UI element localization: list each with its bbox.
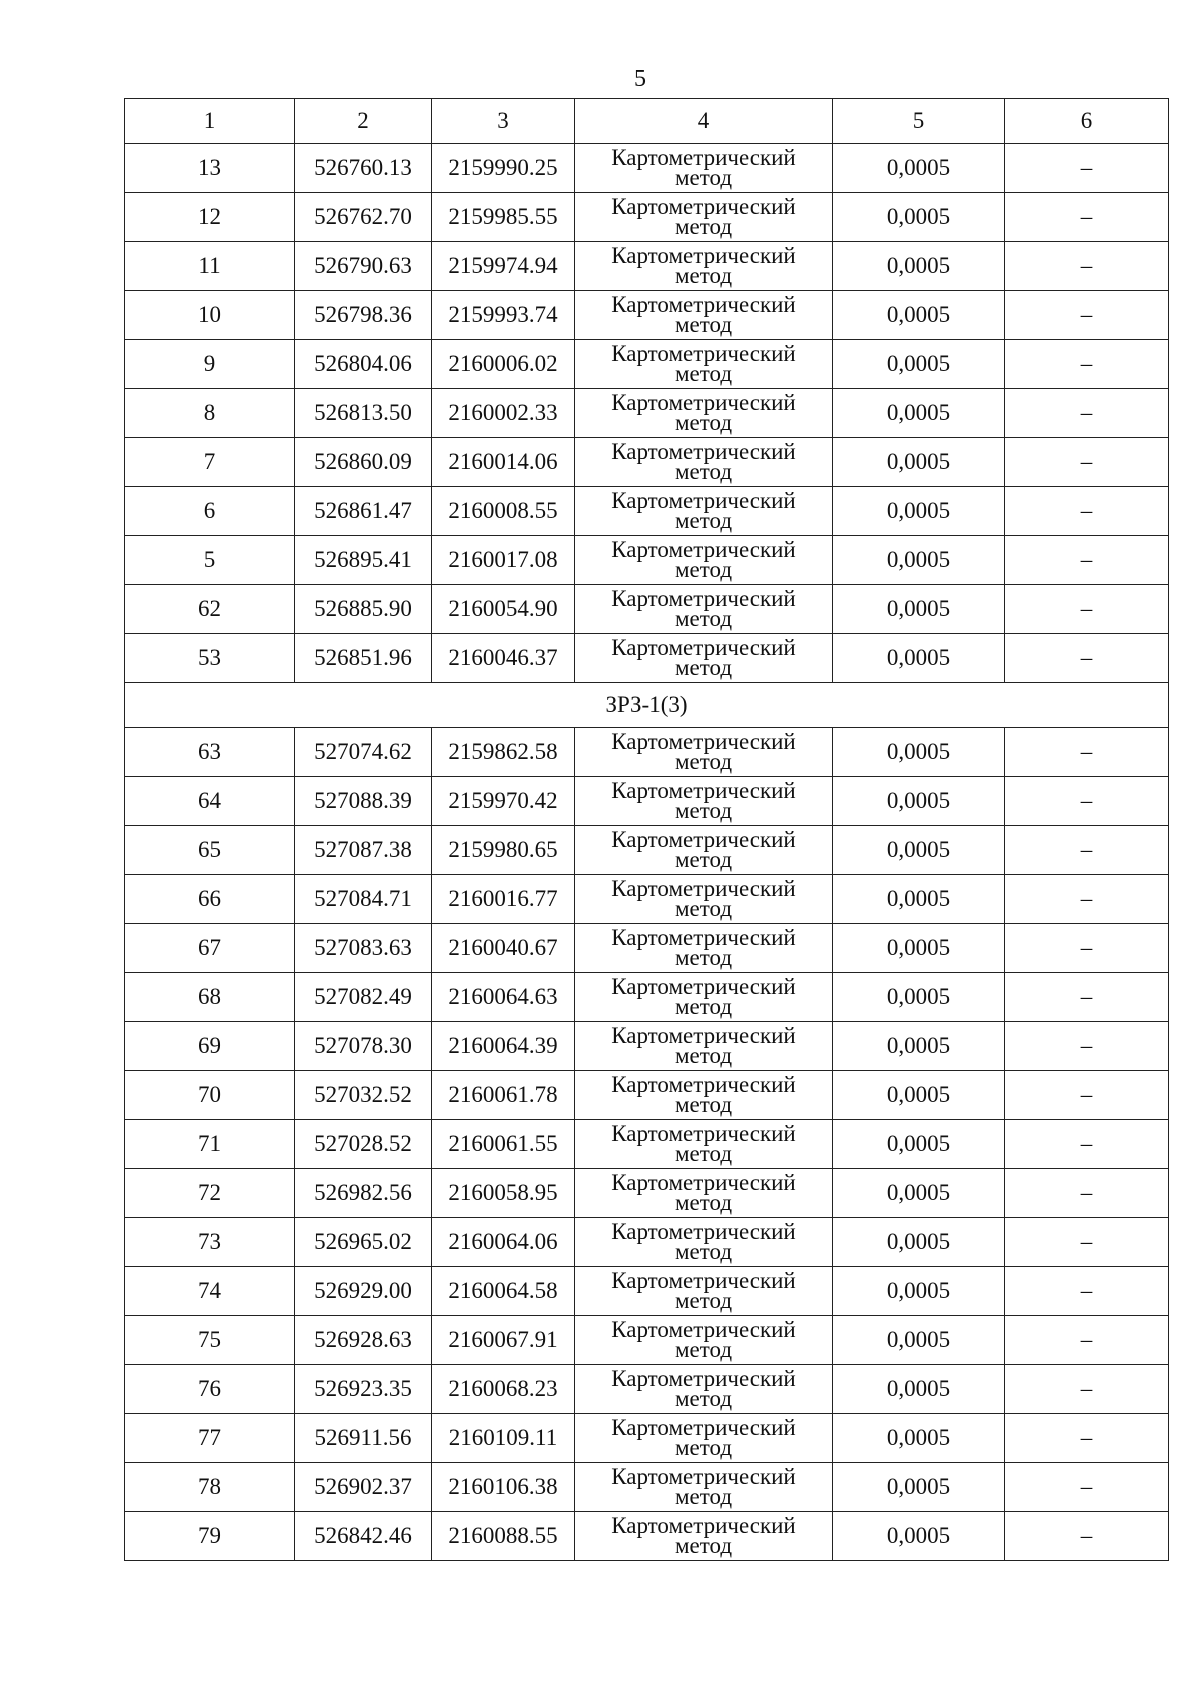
method-cell	[575, 634, 833, 683]
x-coordinate-cell: 526885.90	[295, 585, 432, 634]
point-number-cell: 77	[125, 1414, 295, 1463]
method-line-1: Картометрический	[611, 827, 796, 852]
table-row	[125, 875, 1169, 924]
dash-cell: –	[1005, 1512, 1169, 1561]
dash-cell: –	[1005, 1169, 1169, 1218]
dash-cell: –	[1005, 1316, 1169, 1365]
table-row	[125, 1169, 1169, 1218]
table-row	[125, 1463, 1169, 1512]
point-number-cell: 68	[125, 973, 295, 1022]
method-line-2: метод	[674, 165, 733, 190]
dash-cell: –	[1005, 1218, 1169, 1267]
accuracy-cell: 0,0005	[833, 1316, 1005, 1365]
method-cell	[575, 1071, 833, 1120]
header-row	[125, 99, 1169, 144]
method-line-1: Картометрический	[611, 729, 796, 754]
x-coordinate-cell: 527084.71	[295, 875, 432, 924]
method-line-1: Картометрический	[611, 1366, 796, 1391]
point-number-cell: 9	[125, 340, 295, 389]
method-cell	[575, 1316, 833, 1365]
accuracy-cell: 0,0005	[833, 193, 1005, 242]
method-cell	[575, 585, 833, 634]
method-line-2: метод	[674, 1435, 733, 1460]
x-coordinate-cell: 526928.63	[295, 1316, 432, 1365]
method-line-1: Картометрический	[611, 1513, 796, 1538]
table-row	[125, 728, 1169, 777]
accuracy-cell: 0,0005	[833, 634, 1005, 683]
header-cell: 4	[575, 99, 833, 144]
y-coordinate-cell: 2159990.25	[432, 144, 575, 193]
x-coordinate-cell: 527087.38	[295, 826, 432, 875]
method-cell	[575, 1463, 833, 1512]
y-coordinate-cell: 2160067.91	[432, 1316, 575, 1365]
point-number-cell: 67	[125, 924, 295, 973]
method-line-2: метод	[674, 410, 733, 435]
x-coordinate-cell: 527074.62	[295, 728, 432, 777]
dash-cell: –	[1005, 875, 1169, 924]
accuracy-cell: 0,0005	[833, 728, 1005, 777]
dash-cell: –	[1005, 487, 1169, 536]
accuracy-cell: 0,0005	[833, 536, 1005, 585]
method-cell	[575, 193, 833, 242]
section-title: ЗРЗ-1(3)	[125, 683, 1169, 728]
method-line-2: метод	[674, 1533, 733, 1558]
table-row	[125, 1071, 1169, 1120]
accuracy-cell: 0,0005	[833, 777, 1005, 826]
point-number-cell: 6	[125, 487, 295, 536]
method-line-1: Картометрический	[611, 439, 796, 464]
y-coordinate-cell: 2159862.58	[432, 728, 575, 777]
dash-cell: –	[1005, 826, 1169, 875]
method-line-1: Картометрический	[611, 1464, 796, 1489]
header-cell: 5	[833, 99, 1005, 144]
table-row	[125, 924, 1169, 973]
x-coordinate-cell: 526982.56	[295, 1169, 432, 1218]
y-coordinate-cell: 2159980.65	[432, 826, 575, 875]
method-line-2: метод	[674, 1386, 733, 1411]
accuracy-cell: 0,0005	[833, 924, 1005, 973]
method-line-2: метод	[674, 1337, 733, 1362]
point-number-cell: 8	[125, 389, 295, 438]
point-number-cell: 64	[125, 777, 295, 826]
dash-cell: –	[1005, 389, 1169, 438]
point-number-cell: 73	[125, 1218, 295, 1267]
x-coordinate-cell: 526923.35	[295, 1365, 432, 1414]
y-coordinate-cell: 2160054.90	[432, 585, 575, 634]
y-coordinate-cell: 2160016.77	[432, 875, 575, 924]
method-line-2: метод	[674, 655, 733, 680]
table-row	[125, 242, 1169, 291]
method-line-1: Картометрический	[611, 1317, 796, 1342]
point-number-cell: 78	[125, 1463, 295, 1512]
y-coordinate-cell: 2160064.06	[432, 1218, 575, 1267]
table-row	[125, 487, 1169, 536]
method-line-2: метод	[674, 1043, 733, 1068]
dash-cell: –	[1005, 924, 1169, 973]
method-line-1: Картометрический	[611, 194, 796, 219]
point-number-cell: 10	[125, 291, 295, 340]
accuracy-cell: 0,0005	[833, 1414, 1005, 1463]
point-number-cell: 69	[125, 1022, 295, 1071]
accuracy-cell: 0,0005	[833, 1071, 1005, 1120]
table-row	[125, 340, 1169, 389]
dash-cell: –	[1005, 1463, 1169, 1512]
coordinates-table	[124, 98, 1169, 1561]
x-coordinate-cell: 527088.39	[295, 777, 432, 826]
method-line-2: метод	[674, 749, 733, 774]
y-coordinate-cell: 2159974.94	[432, 242, 575, 291]
accuracy-cell: 0,0005	[833, 585, 1005, 634]
method-line-2: метод	[674, 214, 733, 239]
accuracy-cell: 0,0005	[833, 340, 1005, 389]
x-coordinate-cell: 527083.63	[295, 924, 432, 973]
point-number-cell: 72	[125, 1169, 295, 1218]
y-coordinate-cell: 2160008.55	[432, 487, 575, 536]
point-number-cell: 70	[125, 1071, 295, 1120]
accuracy-cell: 0,0005	[833, 389, 1005, 438]
method-cell	[575, 1218, 833, 1267]
method-line-1: Картометрический	[611, 1121, 796, 1146]
method-cell	[575, 438, 833, 487]
point-number-cell: 71	[125, 1120, 295, 1169]
method-line-2: метод	[674, 557, 733, 582]
x-coordinate-cell: 526895.41	[295, 536, 432, 585]
method-line-1: Картометрический	[611, 925, 796, 950]
method-cell	[575, 242, 833, 291]
x-coordinate-cell: 526851.96	[295, 634, 432, 683]
y-coordinate-cell: 2160064.58	[432, 1267, 575, 1316]
accuracy-cell: 0,0005	[833, 1022, 1005, 1071]
point-number-cell: 76	[125, 1365, 295, 1414]
method-line-2: метод	[674, 459, 733, 484]
method-line-2: метод	[674, 263, 733, 288]
point-number-cell: 12	[125, 193, 295, 242]
x-coordinate-cell: 526860.09	[295, 438, 432, 487]
point-number-cell: 75	[125, 1316, 295, 1365]
x-coordinate-cell: 526842.46	[295, 1512, 432, 1561]
x-coordinate-cell: 527078.30	[295, 1022, 432, 1071]
method-line-2: метод	[674, 1141, 733, 1166]
table-row	[125, 144, 1169, 193]
method-line-1: Картометрический	[611, 145, 796, 170]
table-row	[125, 1120, 1169, 1169]
y-coordinate-cell: 2160061.55	[432, 1120, 575, 1169]
x-coordinate-cell: 526813.50	[295, 389, 432, 438]
dash-cell: –	[1005, 728, 1169, 777]
x-coordinate-cell: 527032.52	[295, 1071, 432, 1120]
method-cell	[575, 973, 833, 1022]
method-cell	[575, 536, 833, 585]
point-number-cell: 7	[125, 438, 295, 487]
dash-cell: –	[1005, 438, 1169, 487]
point-number-cell: 11	[125, 242, 295, 291]
point-number-cell: 5	[125, 536, 295, 585]
x-coordinate-cell: 526902.37	[295, 1463, 432, 1512]
y-coordinate-cell: 2160064.63	[432, 973, 575, 1022]
accuracy-cell: 0,0005	[833, 291, 1005, 340]
y-coordinate-cell: 2160088.55	[432, 1512, 575, 1561]
point-number-cell: 63	[125, 728, 295, 777]
method-cell	[575, 777, 833, 826]
header-cell: 1	[125, 99, 295, 144]
accuracy-cell: 0,0005	[833, 875, 1005, 924]
table-row	[125, 1267, 1169, 1316]
dash-cell: –	[1005, 291, 1169, 340]
y-coordinate-cell: 2160061.78	[432, 1071, 575, 1120]
dash-cell: –	[1005, 1267, 1169, 1316]
dash-cell: –	[1005, 1071, 1169, 1120]
x-coordinate-cell: 526760.13	[295, 144, 432, 193]
y-coordinate-cell: 2160058.95	[432, 1169, 575, 1218]
method-line-1: Картометрический	[611, 1023, 796, 1048]
section-row	[125, 683, 1169, 728]
dash-cell: –	[1005, 242, 1169, 291]
method-cell	[575, 728, 833, 777]
method-line-1: Картометрический	[611, 390, 796, 415]
method-cell	[575, 1169, 833, 1218]
dash-cell: –	[1005, 1414, 1169, 1463]
table-row	[125, 1218, 1169, 1267]
table-row	[125, 973, 1169, 1022]
y-coordinate-cell: 2159985.55	[432, 193, 575, 242]
accuracy-cell: 0,0005	[833, 973, 1005, 1022]
x-coordinate-cell: 526790.63	[295, 242, 432, 291]
table-row	[125, 634, 1169, 683]
method-line-2: метод	[674, 896, 733, 921]
dash-cell: –	[1005, 777, 1169, 826]
dash-cell: –	[1005, 1365, 1169, 1414]
method-line-1: Картометрический	[611, 586, 796, 611]
method-line-1: Картометрический	[611, 292, 796, 317]
table-row	[125, 1316, 1169, 1365]
accuracy-cell: 0,0005	[833, 826, 1005, 875]
accuracy-cell: 0,0005	[833, 1365, 1005, 1414]
y-coordinate-cell: 2160046.37	[432, 634, 575, 683]
method-cell	[575, 924, 833, 973]
dash-cell: –	[1005, 973, 1169, 1022]
method-cell	[575, 1022, 833, 1071]
y-coordinate-cell: 2160106.38	[432, 1463, 575, 1512]
method-line-1: Картометрический	[611, 778, 796, 803]
table-row	[125, 1512, 1169, 1561]
table-row	[125, 291, 1169, 340]
accuracy-cell: 0,0005	[833, 242, 1005, 291]
method-line-1: Картометрический	[611, 488, 796, 513]
dash-cell: –	[1005, 193, 1169, 242]
method-cell	[575, 1512, 833, 1561]
method-line-2: метод	[674, 312, 733, 337]
x-coordinate-cell: 527028.52	[295, 1120, 432, 1169]
dash-cell: –	[1005, 1022, 1169, 1071]
method-cell	[575, 875, 833, 924]
y-coordinate-cell: 2160014.06	[432, 438, 575, 487]
accuracy-cell: 0,0005	[833, 1218, 1005, 1267]
method-cell	[575, 389, 833, 438]
method-line-1: Картометрический	[611, 1072, 796, 1097]
x-coordinate-cell: 526798.36	[295, 291, 432, 340]
table-row	[125, 826, 1169, 875]
accuracy-cell: 0,0005	[833, 487, 1005, 536]
accuracy-cell: 0,0005	[833, 438, 1005, 487]
method-line-1: Картометрический	[611, 1170, 796, 1195]
method-line-2: метод	[674, 1288, 733, 1313]
table-row	[125, 1414, 1169, 1463]
point-number-cell: 65	[125, 826, 295, 875]
method-line-1: Картометрический	[611, 974, 796, 999]
table-row	[125, 438, 1169, 487]
method-cell	[575, 291, 833, 340]
y-coordinate-cell: 2159970.42	[432, 777, 575, 826]
header-cell: 6	[1005, 99, 1169, 144]
method-line-1: Картометрический	[611, 635, 796, 660]
accuracy-cell: 0,0005	[833, 1512, 1005, 1561]
y-coordinate-cell: 2160040.67	[432, 924, 575, 973]
point-number-cell: 53	[125, 634, 295, 683]
method-line-2: метод	[674, 361, 733, 386]
y-coordinate-cell: 2160017.08	[432, 536, 575, 585]
method-line-2: метод	[674, 1190, 733, 1215]
method-cell	[575, 487, 833, 536]
x-coordinate-cell: 526965.02	[295, 1218, 432, 1267]
x-coordinate-cell: 526929.00	[295, 1267, 432, 1316]
dash-cell: –	[1005, 144, 1169, 193]
table-row	[125, 389, 1169, 438]
y-coordinate-cell: 2159993.74	[432, 291, 575, 340]
x-coordinate-cell: 527082.49	[295, 973, 432, 1022]
table-row	[125, 1365, 1169, 1414]
method-line-2: метод	[674, 606, 733, 631]
y-coordinate-cell: 2160068.23	[432, 1365, 575, 1414]
method-line-1: Картометрический	[611, 1415, 796, 1440]
method-line-1: Картометрический	[611, 1219, 796, 1244]
method-line-1: Картометрический	[611, 341, 796, 366]
x-coordinate-cell: 526911.56	[295, 1414, 432, 1463]
dash-cell: –	[1005, 634, 1169, 683]
y-coordinate-cell: 2160006.02	[432, 340, 575, 389]
accuracy-cell: 0,0005	[833, 1463, 1005, 1512]
method-line-1: Картометрический	[611, 243, 796, 268]
dash-cell: –	[1005, 585, 1169, 634]
method-line-2: метод	[674, 847, 733, 872]
method-line-1: Картометрический	[611, 1268, 796, 1293]
header-cell: 3	[432, 99, 575, 144]
table-row	[125, 777, 1169, 826]
y-coordinate-cell: 2160064.39	[432, 1022, 575, 1071]
table-row	[125, 1022, 1169, 1071]
accuracy-cell: 0,0005	[833, 1120, 1005, 1169]
x-coordinate-cell: 526804.06	[295, 340, 432, 389]
point-number-cell: 66	[125, 875, 295, 924]
method-cell	[575, 1414, 833, 1463]
method-cell	[575, 1365, 833, 1414]
method-line-2: метод	[674, 508, 733, 533]
x-coordinate-cell: 526762.70	[295, 193, 432, 242]
dash-cell: –	[1005, 536, 1169, 585]
point-number-cell: 74	[125, 1267, 295, 1316]
page-number: 5	[634, 66, 646, 92]
table-row	[125, 536, 1169, 585]
method-cell	[575, 1120, 833, 1169]
y-coordinate-cell: 2160002.33	[432, 389, 575, 438]
method-line-2: метод	[674, 994, 733, 1019]
table-row	[125, 585, 1169, 634]
method-line-2: метод	[674, 1484, 733, 1509]
method-line-1: Картометрический	[611, 876, 796, 901]
method-line-2: метод	[674, 1092, 733, 1117]
method-cell	[575, 144, 833, 193]
point-number-cell: 13	[125, 144, 295, 193]
accuracy-cell: 0,0005	[833, 144, 1005, 193]
accuracy-cell: 0,0005	[833, 1267, 1005, 1316]
point-number-cell: 79	[125, 1512, 295, 1561]
method-cell	[575, 1267, 833, 1316]
point-number-cell: 62	[125, 585, 295, 634]
method-cell	[575, 826, 833, 875]
method-line-2: метод	[674, 945, 733, 970]
dash-cell: –	[1005, 340, 1169, 389]
method-line-2: метод	[674, 798, 733, 823]
header-cell: 2	[295, 99, 432, 144]
method-line-2: метод	[674, 1239, 733, 1264]
y-coordinate-cell: 2160109.11	[432, 1414, 575, 1463]
dash-cell: –	[1005, 1120, 1169, 1169]
table-row	[125, 193, 1169, 242]
x-coordinate-cell: 526861.47	[295, 487, 432, 536]
accuracy-cell: 0,0005	[833, 1169, 1005, 1218]
method-line-1: Картометрический	[611, 537, 796, 562]
method-cell	[575, 340, 833, 389]
